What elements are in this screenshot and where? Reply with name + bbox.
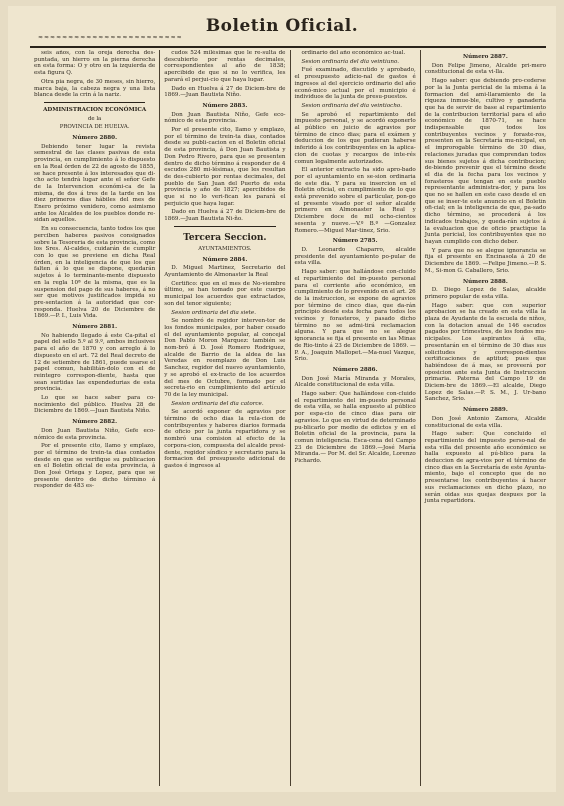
section-divider [174,226,275,227]
notice-number: Número 2881. [72,324,118,331]
section-subheading: PROVINCIA DE HUELVA. [59,124,130,131]
notice-number: Número 2884. [202,256,248,263]
masthead [8,14,556,42]
session-heading: Sesion ordinaria del dia veintiuno. [301,58,400,65]
paragraph: En su consecuencia, tanto todos los que perciben haberes pasivos consignados sobre la Tesoreria de esta provincia, como los Sres. Al-caldes, cuidarán de cumplir con lo que se previene en dicha Real órden, en la inteligencia de que los que falten á lo que se dispone, quedarán sujetos á lo terminante-mente dispuesto en la regla 10ª de la misma, que es la suspension del pago de sus haberes, á no ser que motivos justificados impida su pre-sentacion á la autoridad que cor-responda. Huelva 20 de Diciembre de 1869.—P. I., Luis Vida. [34,226,156,320]
paragraph: Hago saber: que debiendo pro-cederse por la la Junta pericial de la misma á la formacion del ami-llaramiento de la riqueza inmue-ble, cultivo y ganaderia que ha de servir de base al repartimiento de la contribucion territorial para el año económico de 1870-71, se hace indispensable que todos los contribuyentes vecinos y foraste-ros, presenten en la Secretaría mu-nicipal, en el improrogable término de 30 dias, relaciones juradas que comprendan todos sus bienes sujetos á dicha contribucion; de-biendo prevenir que el término desde el dia de la fecha para los vecinos y forasteros que tengan en este pueblo representante administra-dor, y para los que no se hallen en este caso desde el en que se inser-te este anuncio en el Boletin ofi-cial; en la inteligencia de que, pa-sado dicho término, se procederá á los indicados trabajos, y queda-rán sujetos á la evaluacion que de oficio practique la Junta pericial, los contribuyentes que no hayan cumplido con dicho deber. [424,78,546,245]
paragraph: Y para que no se alegue ignorancia se fija el presente en Encinasola á 20 de Diciembre de 1869. —Felipe Jimeno.—P. S. M., Si-mon G. Caballero, Srio. [424,247,546,274]
section-subheading: de la [87,115,102,122]
paragraph: seis años, con la oreja derecha des-puntada, un hierro en la pierna derecha en esta forma: O y otro en la izquierda de esta figura Q. [34,50,156,77]
notice-number: Número 2880. [72,135,118,142]
paragraph: El anterior extracto ha sido apro-bado por el ayuntamiento en se-sion ordinaria de este dia. Y para su insercion en el Boletin oficial, en cumplimiento de lo que está prevenido sobre el particular, pon-go el presente visado por el señor alcalde primero en Almonaster la Real y Diciembre doce de mil ocho-cientos sesenta y nueve.—V.º B.º —Gonzalez Romero.—Miguel Mar-tinez, Srio. [294,167,416,234]
paragraph: Fué examinado, discutido y aprobado, el presupuesto adicio-nal de gastos é ingresos al del ejercicio ordinario del año econó-mico actual por el municipio é individuos de la junta de presu-puestos. [294,67,416,101]
paragraph: Don Juan Bautista Niño, Gefe eco-nómico de esta provincia. [34,427,156,441]
paragraph: Hago saber: que con superior aprobacion se ha creado en esta villa la plaza de Ayudante de la escuela de niños, con la dotacion anual de 146 escudos pagados por trimestres, de los fondos mu-nicipales. Los aspirantes á ella, presentarán en el término de 30 dias sus solicitudes y correspon-dientes certificaciones de aptitud; pues que habiéndose de á mas, se proveerá por oposicion ante esta Junta de Instruccion primaria. Paterna del Campo 19 de Diciem-bre de 1869.—El alcalde, Diego Lopez de Salas.—P. S. M., J. Ur-bano Sanchez, Srio. [424,302,546,403]
paragraph: Certifico: que en el mes de No-viembre último, se han tomado por este cuerpo municipal los acuerdos que extractados, son del tenor siguiente; [164,280,286,307]
notice-number: Número 2888. [462,278,508,285]
paragraph: Lo que se hace saber para co-nocimiento del público. Huelva 28 de Diciembre de 1869.—Juan Bautista Niño. [34,395,156,415]
paragraph: Por el presente cito, llamo y emplazo, por el término de trein-ta dias contados desde en que se verifique su publicacion en el Boletin oficial de esta provincia, á Don José Ortega y Lopez, para que se presente dentro de dicho término á responder de 483 es- [34,443,156,490]
paragraph: Don José María Miranda y Morales, Alcalde constitucional de esta villa. [294,375,416,389]
paragraph: Hago saber: Que hallándose con-cluido el repartimiento del im-puesto personal de esta villa, se halla expuesto al público por espa-cio de cinco dias para oir agravios. Lo que en virtud de determinado pu-blicarlo por medio de edictos y en el Boletin oficial de la provincia, para la comun inteligencia. Esca-cena del Campo 23 de Diciembre de 1869.—José María Miranda.— Por M. del Sr. Alcalde, Lorenzo Pichardo. [294,391,416,465]
notice-number: Número 2886. [332,366,378,373]
paragraph: Debiendo tener lugar la revista semestral de las clases pasivas de esta provincia, en cumplimiento á lo dispuesto en la Real órden de 22 de agosto de 1855, se hace presente á los interesados que di-cho acto tendrá lugar ante el señor Gefe de la Intervencion económi-ca de la misma, de dos á tres de la tarde en los diez primeros dias hábiles del mes de Enero próximo venidero, como asimismo ante los Alcaldes de los pueblos donde re-sidan aquellos. [34,143,156,224]
masthead-rule [30,46,546,48]
section-heading: Tercera Seccion. [183,232,267,243]
paragraph: No habiendo llegado á este Ca-pital el papel del sello 5.º al 9.º, ambos inclusives para el año de 1870 y con arreglo á lo dispuesto en el art. 72 del Real decreto de 12 de setiembre de 1861, puede usarse el papel comun, habilitán-dolo con el de reintegro correspon-diente, hasta que sean surtidas las expendedurias de esta provincia. [34,332,156,393]
notice-number: Número 2882. [72,419,118,426]
notice-number: Número 2889. [462,407,508,414]
section-divider [44,102,145,103]
notice-number: ADMINISTRACION ECONÓMICA [43,106,147,113]
columns [30,50,550,786]
column-4 [421,50,550,786]
column-2 [160,50,290,786]
paragraph: Dado en Huelva á 27 de Diciem-bre de 1869.—Juan Bautista Ni-ño. [164,209,286,223]
paragraph: D. Leonardo Chaparro, alcalde presidente del ayuntamiento po-pular de esta villa. [294,246,416,267]
paragraph: cudos 524 milésimas que le re-sulta de descubierto por rentas decimales, correspondientes al año de 1838; apercibido de que si no lo verifica, les parará el perjui-cio que haya lugar. [164,50,286,83]
session-heading: Sesion ordinaria del dia catorce. [171,400,264,407]
newspaper-page [8,6,556,792]
paragraph: ordinario del año económico ac-tual. [301,50,406,56]
paragraph: Don Felipe Jimeno, Alcalde pri-mero constitucional de esta vi-lla. [424,62,546,76]
paragraph: Dado en Huelva á 27 de Diciem-bre de 1869.—Juan Bautista Niño. [164,85,286,99]
paragraph: D. Diego Lopez de Salas, alcalde primero popular de esta villa. [424,287,546,300]
session-heading: Sesion ordinaria del dia veintiocho. [301,102,402,109]
masthead-title: Boletin Oficial. [205,16,359,36]
paragraph: Se nombró de regidor interven-tor de los fondos municipales, por haber cesado el del ayuntamiento popular, al concejal Don Pablo Moron Marquez: también se nom-bró á D. José Romero Rodriguez, alcalde de Barrio de la aldea de las Veredas en reemplazo de Don Luis Sanchez, regidor del nuevo ayuntamiento, y se aprobó el ex-tracto de los acuerdos del mes de Octubre, formado por el secreta-rio en cumplimiento del artículo 70 de la ley municipal. [164,318,286,398]
session-heading: Sesion ordinaria del dia siete. [171,309,256,316]
paragraph: Don José Antonio Zamora, Alcalde constitucional de esta villa. [424,415,546,429]
column-1 [30,50,160,786]
paragraph: Se acordó exponer de agravios por término de ocho dias la rela-cion de contribuyentes y haberes diarios formada de oficio por la junta repartidora y se nombró una comision al efecto de la corpora-cion, compuesta del alcalde presi-dente, regidor síndico y secretario para la formacion del presupuesto adicional de gastos é ingresos al [164,409,286,469]
paragraph: Hago saber: que hallándose con-cluido el repartimiento del im-puesto personal para el corriente año económico, en cumplimiento de lo prevenido en el art. 26 de la instruccion, se expone de agravios por término de cinco dias, que da-rán principio desde esta fecha para todos los vecinos y forasteros, y pasado dicho término no se admi-tirá reclamacion alguna. Y para que no se alegue ignorancia se fija el presente en las Minas de Rio-tinto á 23 de Diciembre de 1869. —P. A., Joaquin Mallopet.—Ma-nuel Vazque, Srio. [294,269,416,363]
column-3 [291,50,421,786]
paragraph: Don Juan Bautista Niño, Gefe eco-nómico de esta provincia. [164,111,286,125]
paragraph: Hago saber: Que concluido el repartimiento del impuesto perso-nal de esta villa del presente año económico se halla expuesto al pú-blico para la deduccion de agra-vios por el término de cinco dias en la Secretaría de este Ayunta-miento, bajo el concepto que de no presentarse los contribuyentes á hacer sus reclamaciones en dicho plazo, no serán oidas sus quejas despues por la junta repartidora. [424,431,546,505]
notice-number: Número 2887. [462,54,508,60]
notice-number: Número 2785. [332,238,378,245]
notice-number: Número 2883. [202,102,248,109]
paragraph: Otra pia negra, de 30 meses, sin hierro, marca baja, la cabeza negra y una lista blanca desde la crin á la nariz. [34,78,156,99]
paragraph: Por el presente cito, llamo y emplazo, por el término de trein-ta dias, contados desde su publi-cacion en el Boletin oficial de esta provincia, á Don Juan Bautista y Don Pedro Rivero, para que se presenten dentro de dicho término á responder de 4 escudos 280 mi-lésimas, que les resultan de des-cubierto por rentas decimales, del pueblo de San Juan del Puerto de esta provincia y año de 1827; apercibidos de que si no lo veri-fican les parará el perjuicio que haya lugar. [164,127,286,207]
masthead-ornament: ≈≈≈≈≈≈≈≈≈≈≈≈≈≈≈≈≈≈≈≈≈≈≈≈ [38,34,183,41]
paragraph: D. Miguel Martinez, Secretario del Ayuntamiento de Almonaster la Real [164,265,286,278]
paragraph: Se aprobó el repartimiento del impuesto personal, y se acordó exponerlo al público en juicio de agravios por término de cinco dias; para el exámen y deduccion de los que pudieran haberse inferido á los contribuyentes en la aplica-cion de cuotas y recargos de inte-rés comun legalmente autorizados. [294,111,416,165]
section-subheading: AYUNTAMIENTOS. [198,245,252,252]
